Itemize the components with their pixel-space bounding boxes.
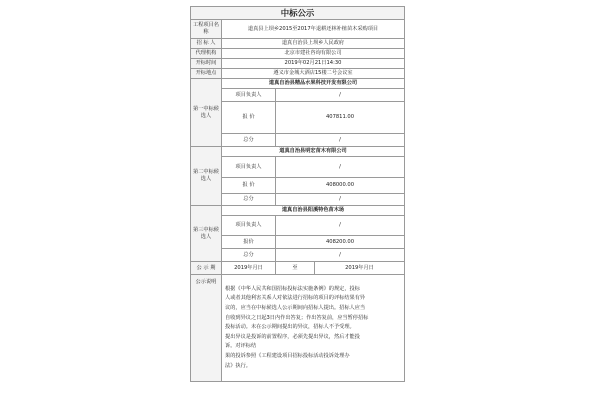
pm-value: /	[276, 89, 405, 102]
notice-line: 人或者其他利害关系人对依法进行招标的项目的评标结果有异	[225, 295, 366, 302]
score-value: /	[276, 134, 405, 147]
info-label: 开标地点	[191, 69, 222, 79]
candidate-3-pm-row	[191, 216, 405, 236]
info-value: 道真自治县上坝乡人民政府	[222, 39, 405, 49]
info-row-agency	[191, 49, 405, 59]
pm-value: /	[276, 216, 405, 236]
candidate-2-bid-row	[191, 178, 405, 194]
candidate-company: 道真自治县阳溪特色苗木场	[222, 206, 405, 216]
candidate-2-score-row	[191, 194, 405, 206]
page-title: 中标公示	[191, 7, 405, 20]
bid-label: 报 价	[222, 178, 276, 194]
candidate-company: 道真自治县明宏苗木有限公司	[222, 147, 405, 157]
info-label: 代理机构	[191, 49, 222, 59]
candidate-label: 第一中标候选人	[191, 79, 222, 147]
pm-label: 项目负责人	[222, 89, 276, 102]
score-value: /	[276, 194, 405, 206]
notice-line: 提出异议是投诉的前置程序，必须先提出异议，然后才能投	[225, 333, 360, 340]
notice-line: 法》执行。	[225, 362, 251, 369]
info-row-open-time	[191, 59, 405, 69]
candidate-3-bid-row	[191, 236, 405, 249]
score-label: 总分	[222, 194, 276, 206]
candidate-1-company-row	[191, 79, 405, 89]
info-label: 工程项目名称	[191, 20, 222, 39]
bid-value: 407811.00	[276, 102, 405, 134]
info-row-open-place	[191, 69, 405, 79]
bid-value: 408000.00	[276, 178, 405, 194]
info-label: 招 标 人	[191, 39, 222, 49]
candidate-3-company-row	[191, 206, 405, 216]
notice-line: 自收到异议之日起3日内作出答复；作出答复前，应当暂停招标	[225, 314, 369, 321]
notice-text	[222, 275, 405, 382]
pm-value: /	[276, 157, 405, 178]
notice-line: 果的投诉参照《工程建设项目招标投标活动投诉处理办	[225, 352, 350, 359]
candidate-1-pm-row	[191, 89, 405, 102]
score-label: 总分	[222, 134, 276, 147]
notice-line: 投标活动。未在公示期间提出的异议，招标人不予受理。	[225, 324, 355, 331]
title-row	[191, 7, 405, 20]
period-end: 2019年月日	[315, 262, 405, 275]
candidate-2-company-row	[191, 147, 405, 157]
info-label: 开标时间	[191, 59, 222, 69]
bid-value: 408200.00	[276, 236, 405, 249]
candidate-label: 第三中标候选人	[191, 206, 222, 262]
notice-label: 公示说明	[191, 275, 222, 382]
score-value: /	[276, 249, 405, 262]
notice-line: 诉。对评标结	[225, 343, 257, 350]
candidate-1-bid-row	[191, 102, 405, 134]
pm-label: 项目负责人	[222, 216, 276, 236]
candidate-company: 道真自治县精品水果科技开发有限公司	[222, 79, 405, 89]
notice-line: 议的，应当在中标候选人公示期间向招标人提出。招标人应当	[225, 305, 366, 312]
period-mid: 至	[276, 262, 315, 275]
notice-row	[191, 275, 405, 382]
period-label: 公 示 期	[191, 262, 222, 275]
candidate-1-score-row	[191, 134, 405, 147]
info-row-project	[191, 20, 405, 39]
info-value: 遵义市金城大酒店15楼二号会议室	[222, 69, 405, 79]
candidate-2-pm-row	[191, 157, 405, 178]
notice-table	[190, 6, 405, 382]
candidate-3-score-row	[191, 249, 405, 262]
info-value: 北京市建社咨询有限公司	[222, 49, 405, 59]
period-row	[191, 262, 405, 275]
info-value: 2019年02月21日14:30	[222, 59, 405, 69]
tender-notice	[190, 6, 404, 394]
score-label: 总分	[222, 249, 276, 262]
period-start: 2019年月日	[222, 262, 276, 275]
pm-label: 项目负责人	[222, 157, 276, 178]
info-value: 道真县上坝乡2015至2017年退耕还林补植苗木采购项目	[222, 20, 405, 39]
bid-label: 报价	[222, 236, 276, 249]
info-row-owner	[191, 39, 405, 49]
notice-line: 根据《中华人民共和国招标投标法实施条例》的规定，投标	[225, 285, 360, 292]
bid-label: 报 价	[222, 102, 276, 134]
candidate-label: 第二中标候选人	[191, 147, 222, 206]
